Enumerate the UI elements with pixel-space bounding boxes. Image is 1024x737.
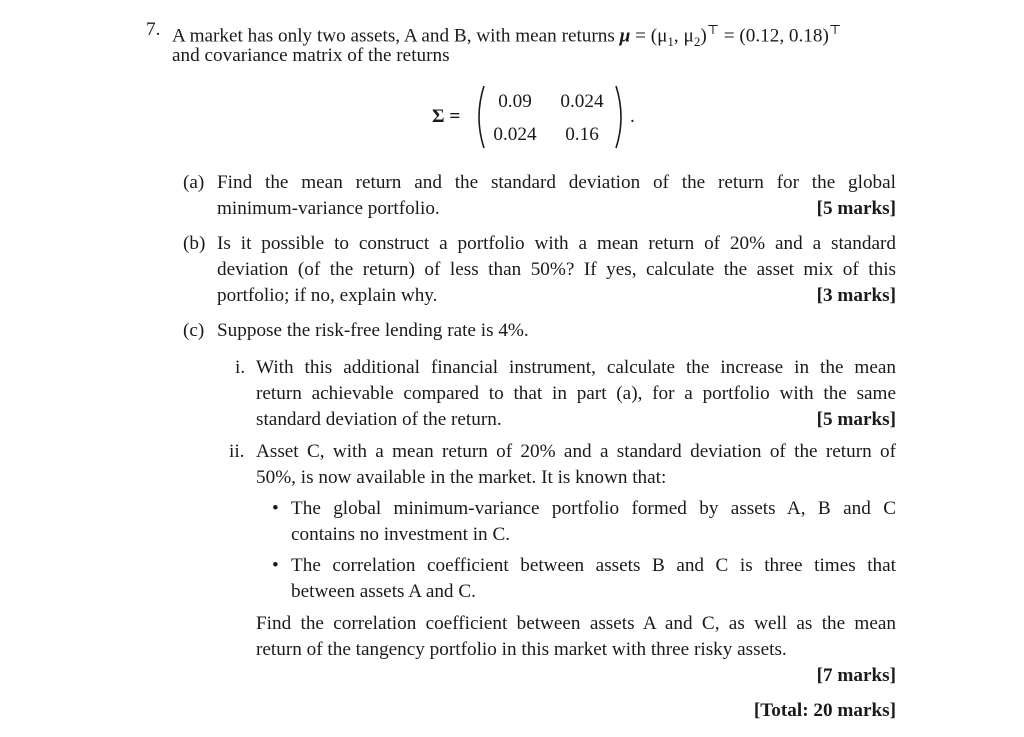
- part-b-line-2: deviation (of the return) of less than 50%? If yes, calculate the asset mix of this: [217, 259, 896, 280]
- sub-ii-line-1: Asset C, with a mean return of 20% and a standard deviation of the return of: [256, 441, 896, 462]
- part-b-line-3: portfolio; if no, explain why.: [217, 285, 438, 306]
- intro-text-b: = (μ: [630, 25, 668, 47]
- matrix-right-paren: [610, 84, 630, 150]
- matrix-cell-1-2: 0.024: [560, 91, 604, 112]
- sub-i-marks: [5 marks]: [816, 409, 896, 430]
- question-intro-line-2: and covariance matrix of the returns: [172, 45, 450, 66]
- bullet-1-line-2: contains no investment in C.: [291, 524, 511, 545]
- bullet-2-line-2: between assets A and C.: [291, 581, 476, 602]
- sub-ii-line-2: 50%, is now available in the market. It is known that:: [256, 467, 667, 488]
- matrix-cell-2-1: 0.024: [493, 124, 537, 145]
- sub-i-label: i.: [235, 357, 246, 378]
- bullet-2-line-1: The correlation coefficient between assets B and C is three times that: [291, 555, 896, 576]
- intro-text-d: ): [700, 25, 707, 47]
- intro-text-a: A market has only two assets, A and B, with mean returns: [172, 25, 620, 47]
- part-c-label: (c): [183, 320, 205, 341]
- part-a-line-1: Find the mean return and the standard deviation of the return for the global: [217, 172, 896, 193]
- part-b-label: (b): [183, 233, 206, 254]
- matrix-period: .: [630, 106, 635, 127]
- bullet-2-marker: •: [272, 555, 279, 576]
- matrix-cell-2-2: 0.16: [565, 124, 599, 145]
- part-a-line-2: minimum-variance portfolio.: [217, 198, 440, 219]
- sigma-symbol: Σ =: [432, 106, 461, 127]
- transpose-2: ⊤: [828, 22, 842, 37]
- sub-ii-marks: [7 marks]: [816, 665, 896, 686]
- intro-text-e: = (0.12, 0.18): [718, 25, 829, 47]
- intro-text-c: , μ: [673, 25, 694, 47]
- total-marks: [Total: 20 marks]: [753, 700, 896, 721]
- sub-i-line-2: return achievable compared to that in part (a), for a portfolio with the same: [256, 383, 896, 404]
- bullet-1-line-1: The global minimum-variance portfolio formed by assets A, B and C: [291, 498, 896, 519]
- part-b-marks: [3 marks]: [816, 285, 896, 306]
- sub-ii-final-line-2: return of the tangency portfolio in this market with three risky assets.: [256, 639, 787, 660]
- sub-i-line-3: standard deviation of the return.: [256, 409, 502, 430]
- mu-sub-1: 1: [667, 34, 674, 50]
- mu-symbol: μ: [619, 25, 631, 47]
- sub-ii-final-line-1: Find the correlation coefficient between assets A and C, as well as the mean: [256, 613, 896, 634]
- question-number: 7.: [146, 19, 161, 40]
- sub-i-line-1: With this additional financial instrument, calculate the increase in the mean: [256, 357, 896, 378]
- part-c-line-1: Suppose the risk-free lending rate is 4%.: [217, 320, 529, 341]
- transpose-1: ⊤: [706, 22, 719, 37]
- part-a-label: (a): [183, 172, 205, 193]
- matrix-cell-1-1: 0.09: [498, 91, 532, 112]
- part-b-line-1: Is it possible to construct a portfolio with a mean return of 20% and a standard: [217, 233, 896, 254]
- sub-ii-label: ii.: [229, 441, 245, 462]
- bullet-1-marker: •: [272, 498, 279, 519]
- mu-sub-2: 2: [693, 34, 701, 50]
- part-a-marks: [5 marks]: [816, 198, 896, 219]
